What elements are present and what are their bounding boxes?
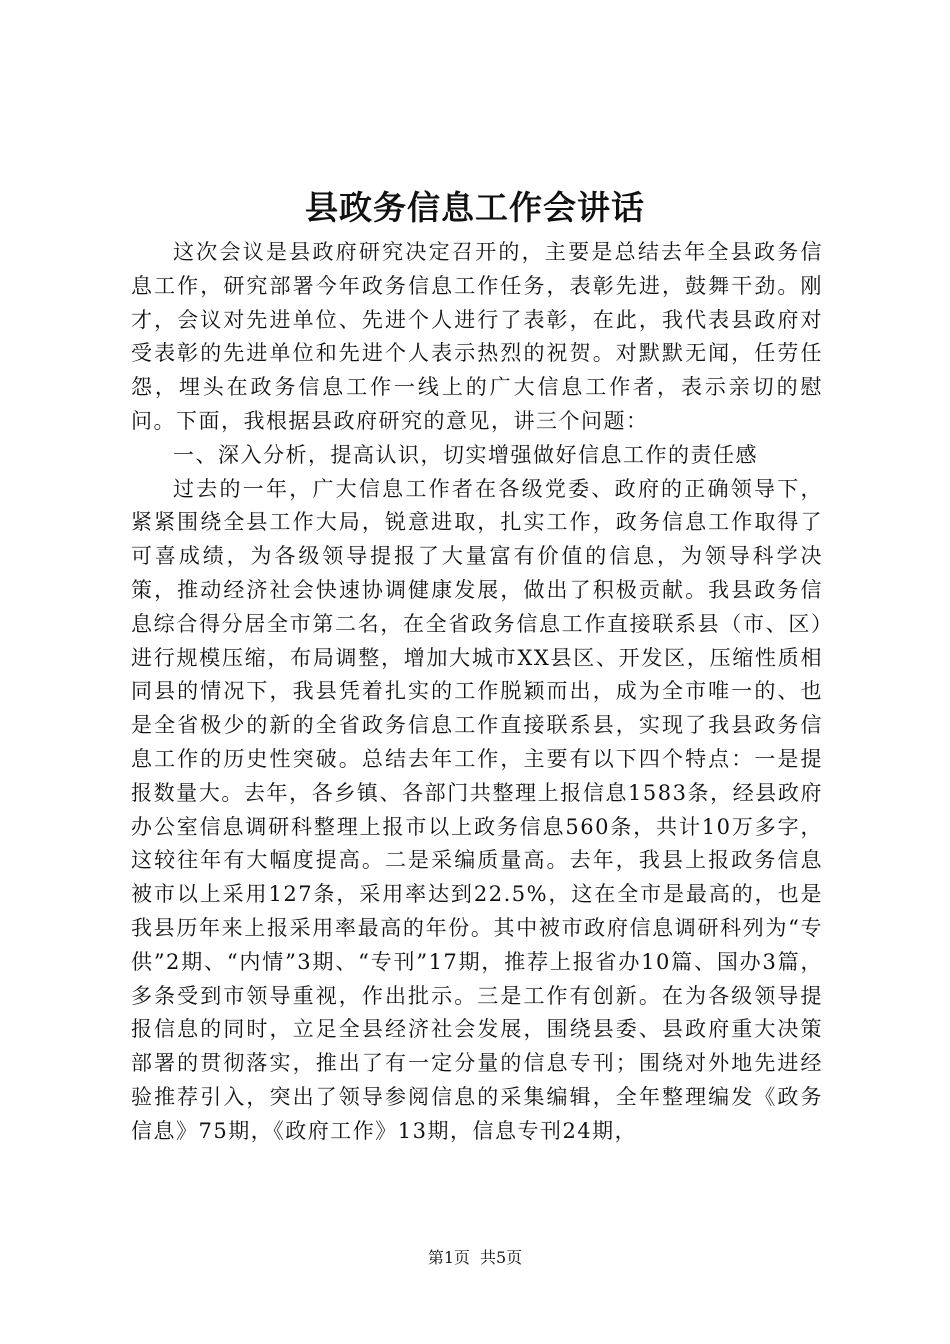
page-number: 第1页 bbox=[427, 1248, 470, 1267]
document-title: 县政务信息工作会讲话 bbox=[305, 188, 645, 227]
section-heading-1: 一、深入分析，提高认识，切实增强做好信息工作的责任感 bbox=[173, 442, 758, 467]
paragraph-intro: 这次会议是县政府研究决定召开的，主要是总结去年全县政务信息工作，研究部署今年政务信息工作任务，表彰先进，鼓舞干劲。刚才，会议对先进单位、先进个人进行了表彰，在此，我代表县政府对受表彰的先进单位和先进个人表示热烈的祝贺。对默默无闻，任劳任怨，埋头在政务信息工作一线上的广大信息工作者，表示亲切的慰问。下面，我根据县政府研究的意见，讲三个问题： bbox=[131, 240, 823, 433]
document-body bbox=[131, 236, 823, 1149]
page-footer bbox=[0, 1245, 950, 1268]
paragraph-review: 过去的一年，广大信息工作者在各级党委、政府的正确领导下，紧紧围绕全县工作大局，锐意进取，扎实工作，政务信息工作取得了可喜成绩，为各级领导提报了大量富有价值的信息，为领导科学决策，推动经济社会快速协调健康发展，做出了积极贡献。我县政务信息综合得分居全市第二名，在全省政务信息工作直接联系县（市、区）进行规模压缩，布局调整，增加大城市XX县区、开发区，压缩性质相同县的情况下，我县凭着扎实的工作脱颖而出，成为全市唯一的、也是全省极少的新的全省政务信息工作直接联系县，实现了我县政务信息工作的历史性突破。总结去年工作，主要有以下四个特点：一是提报数量大。去年，各乡镇、各部门共整理上报信息1583条，经县政府办公室信息调研科整理上报市以上政务信息560条，共计10万多字，这较往年有大幅度提高。二是采编质量高。去年，我县上报政务信息被市以上采用127条，采用率达到22.5%，这在全市是最高的，也是我县历年来上报采用率最高的年份。其中被市政府信息调研科列为“专供”2期、“内情”3期、“专刊”17期，推荐上报省办10篇、国办3篇，多条受到市领导重视，作出批示。三是工作有创新。在为各级领导提报信息的同时，立足全县经济社会发展，围绕县委、县政府重大决策部署的贯彻落实，推出了有一定分量的信息专刊；围绕对外地先进经验推荐引入，突出了领导参阅信息的采集编辑，全年整理编发《政务信息》75期，《政府工作》13期，信息专刊24期， bbox=[131, 476, 823, 1143]
page-total: 共5页 bbox=[480, 1248, 523, 1267]
